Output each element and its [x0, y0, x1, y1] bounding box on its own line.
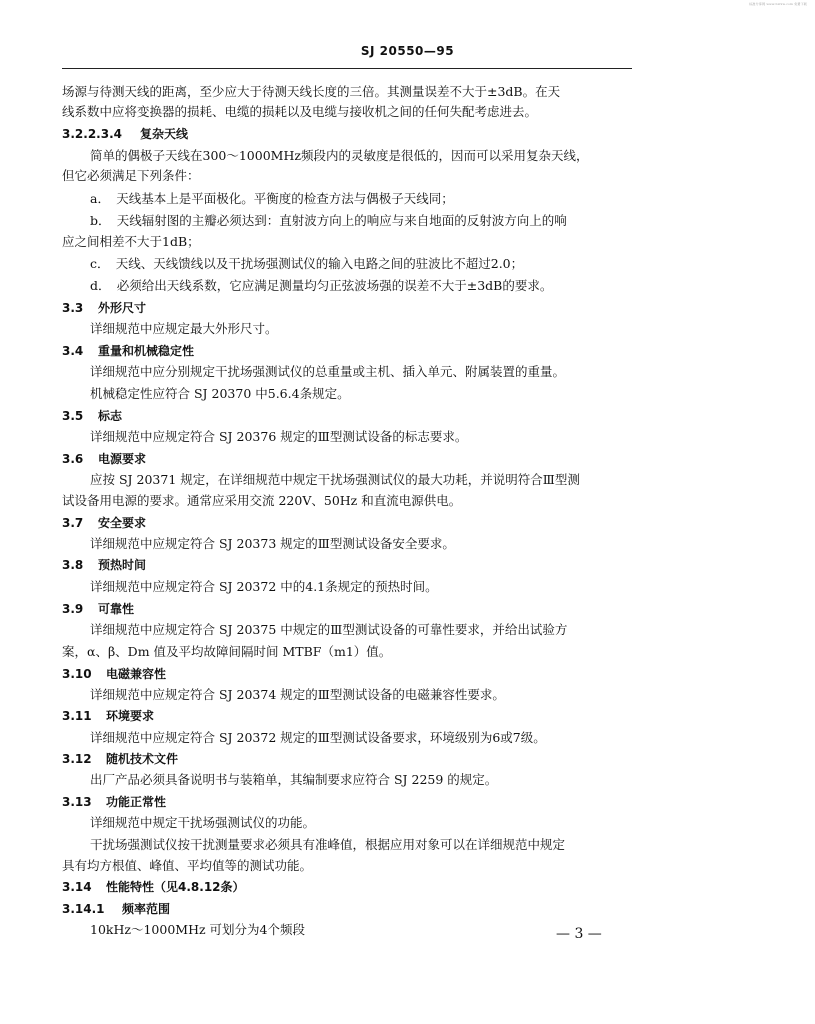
document-header-code: SJ 20550—95 — [360, 44, 455, 58]
header-divider — [62, 68, 632, 69]
corner-watermark-note: 标准分享网 www.bzfxw.com 免费下载 — [749, 2, 807, 6]
page-number: — 3 — — [556, 926, 602, 942]
